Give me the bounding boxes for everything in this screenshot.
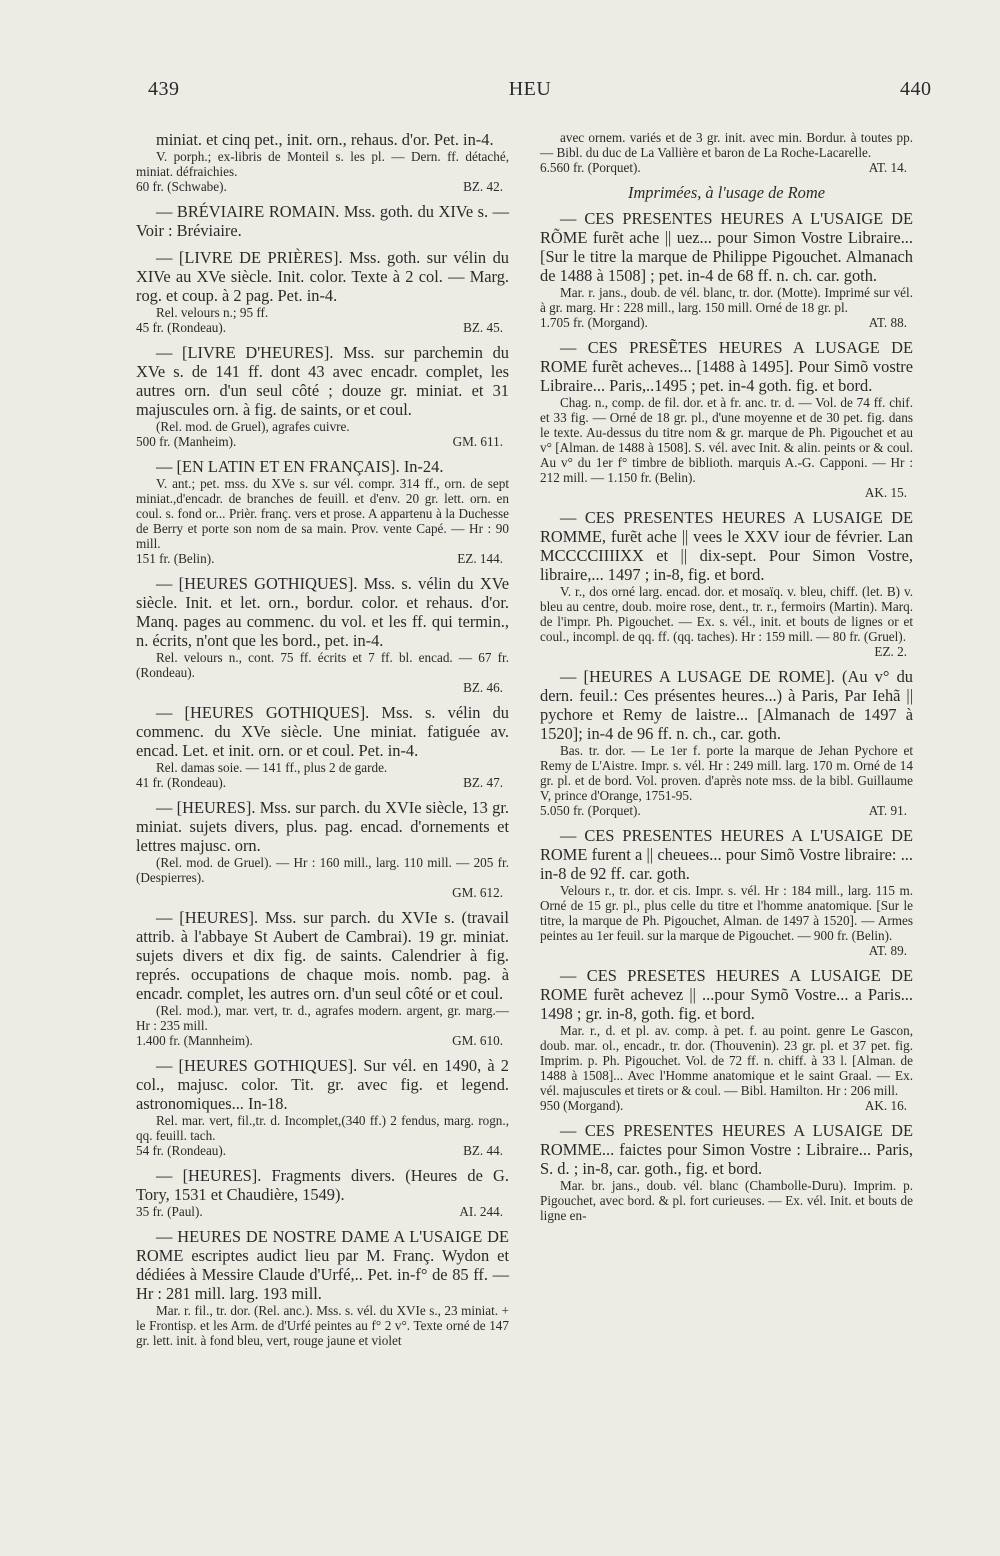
entry-description: (Rel. mod. de Gruel), agrafes cuivre. [156, 419, 350, 434]
entry-description: Rel. velours n., cont. 75 ff. écrits et 7 ff. bl. encad. — 67 fr. (Rondeau). [136, 650, 509, 680]
left-page-number: 439 [148, 78, 180, 100]
catalogue-entry [540, 130, 913, 175]
catalogue-entry [136, 130, 509, 194]
entry-description: V. r., dos orné larg. encad. dor. et mosaïq. v. bleu, chiff. (let. B) v. bleu au centre, doub. moire rose, dent., tr. r., fermoirs (Martin). Marq. de l'impr. Ph. Pigouchet. — Ex. s. vél., init. et bouts de lignes or et coul., incompl. de qq. ff. (qq. taches). Hr : 159 mill. — 80 fr. (Gruel). [540, 584, 913, 644]
catalogue-entry [136, 703, 509, 790]
entry-title: — CES PRESẼTES HEURES A LUSAGE DE ROME furẽt acheves... [1488 à 1495]. Pour Simõ vostre Libraire... Paris,..1495 ; pet. in-4 goth. fig. et bord. [540, 338, 913, 395]
entry-reference: AK. 15. [864, 485, 907, 500]
entry-reference: GM. 612. [452, 885, 503, 900]
entry-description: Velours r., tr. dor. et cis. Impr. s. vél. Hr : 184 mill., larg. 115 m. Orné de 15 gr. pl., plus celle du titre et l'homme anatomique. [Sur le titre, la marque de Ph. Pigouchet, Alman. de 1497 à 1520]. — Armes peintes au 1er feuil. sur la marque de Pigouchet. — 900 fr. (Belin). [540, 883, 913, 943]
entry-description: Mar. r. jans., doub. de vél. blanc, tr. dor. (Motte). Imprimé sur vél. à gr. marg. Hr : 228 mill., larg. 150 mill. Orné de 18 gr. pl. [540, 285, 913, 315]
entry-price: 1.400 fr. (Mannheim). [136, 1033, 253, 1048]
entry-title: — [HEURES GOTHIQUES]. Mss. s. vélin du commenc. du XVe siècle. Une miniat. fatiguée av. encad. Let. et init. orn. or et coul. Pet. in-4. [136, 703, 509, 760]
entry-title: — [HEURES GOTHIQUES]. Mss. s. vélin du XVe siècle. Init. et let. orn., bordur. color. et rehaus. d'or. Manq. pages au commenc. du vol. et les ff. qui termin., n. écrits, n'ont que les bord., pet. in-4. [136, 574, 509, 650]
entry-price-line [136, 434, 509, 449]
catalogue-entry [136, 1227, 509, 1348]
entry-reference: AI. 244. [459, 1204, 503, 1219]
entry-description: avec ornem. variés et de 3 gr. init. avec min. Bordur. à toutes pp. — Bibl. du duc de La Vallière et baron de La Roche-Lacarelle. [540, 130, 913, 160]
catalogue-entry [540, 1121, 913, 1223]
catalogue-entry [136, 202, 509, 240]
catalogue-entry [136, 457, 509, 566]
entry-title: — [LIVRE D'HEURES]. Mss. sur parchemin du XVe s. de 141 ff. dont 43 avec encadr. complet, les autres orn. d'un seul côté ; douze gr. miniat. et 31 majuscules orn. à fig. de saints, or et coul. [136, 343, 509, 419]
entry-title: — CES PRESETES HEURES A LUSAIGE DE ROME furẽt achevez || ...pour Symõ Vostre... a Paris... 1498 ; gr. in-8, goth. fig. et bord. [540, 966, 913, 1023]
entry-price-line [540, 160, 913, 175]
entry-price-line [136, 885, 509, 900]
entry-price-line [540, 315, 913, 330]
entry-title: miniat. et cinq pet., init. orn., rehaus. d'or. Pet. in-4. [156, 130, 494, 149]
catalogue-entry [136, 574, 509, 695]
entry-description: V. porph.; ex-libris de Monteil s. les pl. — Dern. ff. détaché, miniat. défraichies. [136, 149, 509, 179]
entry-reference: BZ. 42. [463, 179, 503, 194]
entry-reference: EZ. 2. [874, 644, 907, 659]
entry-description: Chag. n., comp. de fil. dor. et à fr. anc. tr. d. — Vol. de 74 ff. chif. et 33 fig. — Orné de 18 gr. pl., d'une moyenne et de 30 pet. fig. dans le texte. Au-dessus du titre nom & gr. marque de Ph. Pigouchet et au v° [Alman. de 1488 à 1508]. S. vél. avec Init. & alin. peints or & coul. Au v° du 1er f° timbre de biblioth. marquis A.-G. Capponi. — Hr : 212 mill. — 1.150 fr. (Belin). [540, 395, 913, 485]
entry-description: Mar. br. jans., doub. vél. blanc (Chambolle-Duru). Imprim. p. Pigouchet, avec bord. & pl. fort curieuses. — Ex. vél. Init. et bouts de ligne en- [540, 1178, 913, 1223]
catalogue-entry [136, 1056, 509, 1158]
entry-reference: AK. 16. [864, 1098, 907, 1113]
entry-price: 5.050 fr. (Porquet). [540, 803, 641, 818]
entry-description: (Rel. mod.), mar. vert, tr. d., agrafes modern. argent, gr. marg.— Hr : 235 mill. [136, 1003, 509, 1033]
entry-price-line [136, 1204, 509, 1219]
entry-price-line [136, 775, 509, 790]
running-title: HEU [508, 78, 552, 100]
catalogue-entry [540, 667, 913, 818]
entry-price: 6.560 fr. (Porquet). [540, 160, 641, 175]
entry-description: Rel. mar. vert, fil.,tr. d. Incomplet,(340 ff.) 2 fendus, marg. rogn., qq. feuill. tach. [136, 1113, 509, 1143]
entry-title: — BRÉVIAIRE ROMAIN. Mss. goth. du XIVe s. — Voir : Bréviaire. [136, 202, 509, 240]
entry-reference: GM. 611. [452, 434, 503, 449]
entry-description: V. ant.; pet. mss. du XVe s. sur vél. compr. 314 ff., orn. de sept miniat.,d'encadr. de branches de feuill. et d'env. 20 gr. lett. orn. en coul. s. fond or... Prièr. franç. vers et prose. A appartenu à la Duchesse de Berry et porte son nom de sa main. Prov. vente Capé. — Hr : 90 mill. [136, 476, 509, 551]
entry-price: 60 fr. (Schwabe). [136, 179, 227, 194]
entry-price: 41 fr. (Rondeau). [136, 775, 227, 790]
catalogue-entry [540, 508, 913, 659]
right-column [540, 130, 913, 1231]
entry-price: 151 fr. (Belin). [136, 551, 215, 566]
catalogue-entry [136, 343, 509, 449]
entry-reference: BZ. 45. [463, 320, 503, 335]
entry-price: 500 fr. (Manheim). [136, 434, 237, 449]
entry-reference: AT. 89. [868, 943, 907, 958]
entry-price: 45 fr. (Rondeau). [136, 320, 227, 335]
entry-reference: AT. 14. [868, 160, 907, 175]
entry-price: 950 (Morgand). [540, 1098, 624, 1113]
entry-price-line [136, 1033, 509, 1048]
entry-title: — [HEURES GOTHIQUES]. Sur vél. en 1490, à 2 col., majusc. color. Tit. gr. avec fig. et legend. astronomiques... In-18. [136, 1056, 509, 1113]
left-column [136, 130, 509, 1356]
entry-description: Bas. tr. dor. — Le 1er f. porte la marque de Jehan Pychore et Remy de L'Aistre. Impr. s. vél. Hr : 249 mill. larg. 170 m. Orné de 14 gr. pl. et de bord. Vol. proven. d'après note mss. de la bibl. Guillaume V, prince d'Orange, 1751-95. [540, 743, 913, 803]
entry-description: Mar. r. fil., tr. dor. (Rel. anc.). Mss. s. vél. du XVIe s., 23 miniat. + le Frontisp. et les Arm. de d'Urfé peintes au f° 2 v°. Texte orné de 147 gr. lett. init. à fond bleu, vert, rouge jaune et violet [136, 1303, 509, 1348]
entry-price: 54 fr. (Rondeau). [136, 1143, 227, 1158]
entry-reference: EZ. 144. [457, 551, 503, 566]
catalogue-entry [136, 908, 509, 1048]
entry-description: (Rel. mod. de Gruel). — Hr : 160 mill., larg. 110 mill. — 205 fr. (Despierres). [136, 855, 509, 885]
entry-price: 1.705 fr. (Morgand). [540, 315, 648, 330]
catalogue-entry [540, 966, 913, 1113]
entry-price-line [136, 320, 509, 335]
entry-description: Mar. r., d. et pl. av. comp. à pet. f. au point. genre Le Gascon, doub. mar. ol., encadr., tr. dor. (Thouvenin). 23 gr. pl. et 37 pet. fig. Imprim. p. Ph. Pigouchet. Vol. de 72 ff. n. chiff. à 33 l. [Alman. de 1488 à 1508]... Avec l'Homme anatomique et le saint Graal. — Ex. vél. majuscules et tirets or & coul. — Bibl. Hamilton. Hr : 206 mill. [540, 1023, 913, 1098]
catalogue-entry [540, 826, 913, 958]
entry-title: — CES PRESENTES HEURES A LUSAIGE DE ROMME... faictes pour Simon Vostre : Libraire... Paris, S. d. ; in-8, car. goth., fig. et bord. [540, 1121, 913, 1178]
catalogue-entry [136, 798, 509, 900]
entry-title: — [HEURES]. Fragments divers. (Heures de G. Tory, 1531 et Chaudière, 1549). [136, 1166, 509, 1204]
entry-title: — [EN LATIN ET EN FRANÇAIS]. In-24. [156, 457, 444, 476]
catalogue-entry [136, 248, 509, 335]
catalogue-entry [540, 209, 913, 330]
entry-price-line [540, 943, 913, 958]
entry-price-line [540, 644, 913, 659]
entry-price-line [136, 179, 509, 194]
section-subheading: Imprimées, à l'usage de Rome [628, 183, 825, 202]
entry-price-line [540, 1098, 913, 1113]
entry-price-line [540, 803, 913, 818]
entry-title: — [LIVRE DE PRIÈRES]. Mss. goth. sur vélin du XIVe au XVe siècle. Init. color. Texte à 2 col. — Marg. rog. et coup. à 2 pag. Pet. in-4. [136, 248, 509, 305]
catalogue-entry [136, 1166, 509, 1219]
right-page-number: 440 [900, 78, 932, 100]
entry-reference: BZ. 44. [463, 1143, 503, 1158]
entry-reference: BZ. 47. [463, 775, 503, 790]
catalogue-entry [540, 338, 913, 500]
entry-title: — CES PRESENTES HEURES A LUSAIGE DE ROMME, furẽt ache || vees le XXV iour de février. Lan MCCCCIIIIXX et || dix-sept. Pour Simon Vostre, libraire,... 1497 ; in-8, fig. et bord. [540, 508, 913, 584]
entry-price-line [136, 680, 509, 695]
entry-price: 35 fr. (Paul). [136, 1204, 203, 1219]
entry-reference: AT. 88. [868, 315, 907, 330]
entry-title: — HEURES DE NOSTRE DAME A L'USAIGE DE ROME escriptes audict lieu par M. Franç. Wydon et dédiées à Messire Claude d'Urfé,.. Pet. in-f° de 85 ff. — Hr : 281 mill. larg. 193 mill. [136, 1227, 509, 1303]
entry-reference: BZ. 46. [463, 680, 503, 695]
entry-price-line [136, 551, 509, 566]
entry-description: Rel. damas soie. — 141 ff., plus 2 de garde. [156, 760, 388, 775]
entry-title: — CES PRESENTES HEURES A L'USAIGE DE RÕME furẽt ache || uez... pour Simon Vostre Libraire... [Sur le titre la marque de Philippe Pigouchet. Almanach de 1488 à 1508] ; pet. in-4 de 68 ff. n. ch. car. goth. [540, 209, 913, 285]
entry-price-line [540, 485, 913, 500]
entry-reference: AT. 91. [868, 803, 907, 818]
entry-reference: GM. 610. [452, 1033, 503, 1048]
entry-title: — CES PRESENTES HEURES A L'USAIGE DE ROME furent a || cheuees... pour Simõ Vostre libraire: ... in-8 de 92 ff. car. goth. [540, 826, 913, 883]
entry-title: — [HEURES]. Mss. sur parch. du XVIe s. (travail attrib. à l'abbaye St Aubert de Cambrai). 19 gr. miniat. sujets divers et dix fig. de saints. Calendrier à fig. représ. occupations de chaque mois. nomb. pag. à encadr. complet, les autres orn. d'un seul côté or et coul. [136, 908, 509, 1003]
entry-title: — [HEURES]. Mss. sur parch. du XVIe siècle, 13 gr. miniat. sujets divers, plus. pag. encad. d'ornements et lettres majusc. orn. [136, 798, 509, 855]
entry-title: — [HEURES A LUSAGE DE ROME]. (Au v° du dern. feuil.: Ces présentes heures...) à Paris, Par Iehã || pychore et Remy de laistre... [Almanach de 1497 à 1520]; in-4 de 96 ff. n. ch., car. goth. [540, 667, 913, 743]
entry-price-line [136, 1143, 509, 1158]
entry-description: Rel. velours n.; 95 ff. [156, 305, 269, 320]
